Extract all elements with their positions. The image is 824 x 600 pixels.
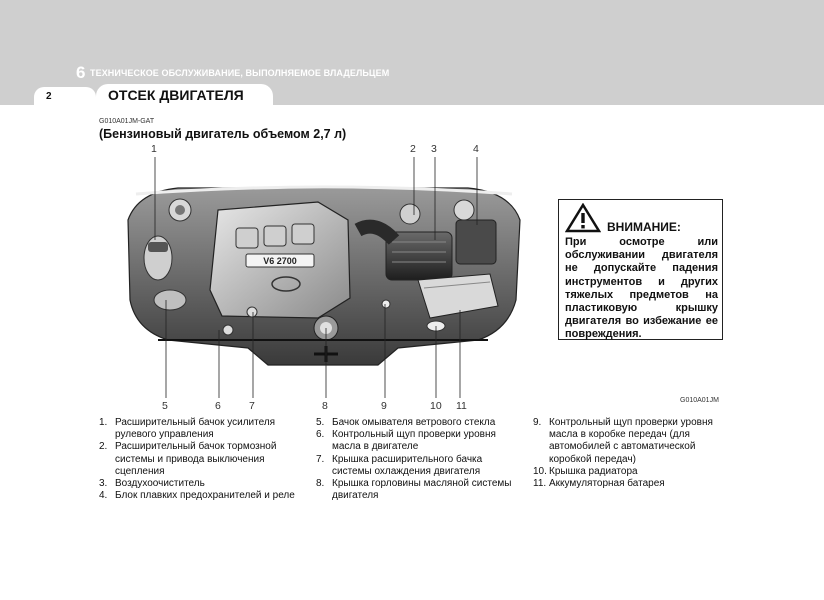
legend-column-1 xyxy=(99,417,295,502)
callout-8: 8 xyxy=(322,400,328,412)
section-title: ОТСЕК ДВИГАТЕЛЯ xyxy=(108,87,244,103)
list-item: 6. Контрольный щуп проверки уровня масла в двигателе xyxy=(316,429,496,453)
legend-column-3 xyxy=(533,417,729,490)
list-item: 1. Расширительный бачок усилителя рулевого управления xyxy=(99,417,276,441)
callout-5: 5 xyxy=(162,400,168,412)
callout-9: 9 xyxy=(381,400,387,412)
callout-10: 10 xyxy=(430,400,442,412)
callout-4: 4 xyxy=(473,143,479,155)
callout-3: 3 xyxy=(431,143,437,155)
list-item: 11. Аккумуляторная батарея xyxy=(533,478,665,490)
list-item: 10. Крышка радиатора xyxy=(533,465,638,477)
warning-text: При осмотре или обслуживании двигателя не допускайте падения инструментов и других тяжелых предметов на пластиковую крышку двигателя во избежание ее повреждения. xyxy=(565,236,718,341)
warning-triangle-icon xyxy=(565,203,601,233)
callout-6: 6 xyxy=(215,400,221,412)
chapter-title: ТЕХНИЧЕСКОЕ ОБСЛУЖИВАНИЕ, ВЫПОЛНЯЕМОЕ ВЛАДЕЛЬЦЕМ xyxy=(90,68,390,78)
engine-badge: V6 2700 xyxy=(263,256,297,266)
chapter-number: 6 xyxy=(76,63,86,82)
callout-2: 2 xyxy=(410,143,416,155)
list-item: 8. Крышка горловины масляной системы двигателя xyxy=(316,478,512,502)
list-item: 5. Бачок омывателя ветрового стекла xyxy=(316,417,496,428)
list-item: 9. Контрольный щуп проверки уровня масла в коробке передач (для автомобилей с автоматической коробкой передач) xyxy=(533,417,713,465)
callout-7: 7 xyxy=(249,400,255,412)
figure-subtitle: (Бензиновый двигатель объемом 2,7 л) xyxy=(99,127,347,141)
figure-code-bottom: G010A01JM xyxy=(680,397,719,404)
list-item: 7. Крышка расширительного бачка системы охлаждения двигателя xyxy=(316,453,483,477)
list-item: 2. Расширительный бачок тормозной системы и привода выключения сцепления xyxy=(99,441,277,477)
callout-11: 11 xyxy=(456,400,467,412)
list-item: 3. Воздухоочиститель xyxy=(99,478,205,490)
warning-title: ВНИМАНИЕ: xyxy=(607,220,681,234)
warning-box xyxy=(558,199,723,340)
callout-1: 1 xyxy=(151,143,157,155)
legend-column-2 xyxy=(316,417,512,502)
page-number: 2 xyxy=(46,91,52,102)
list-item: 4. Блок плавких предохранителей и реле xyxy=(99,490,295,502)
figure-code-top: G010A01JM-GAT xyxy=(99,118,155,125)
